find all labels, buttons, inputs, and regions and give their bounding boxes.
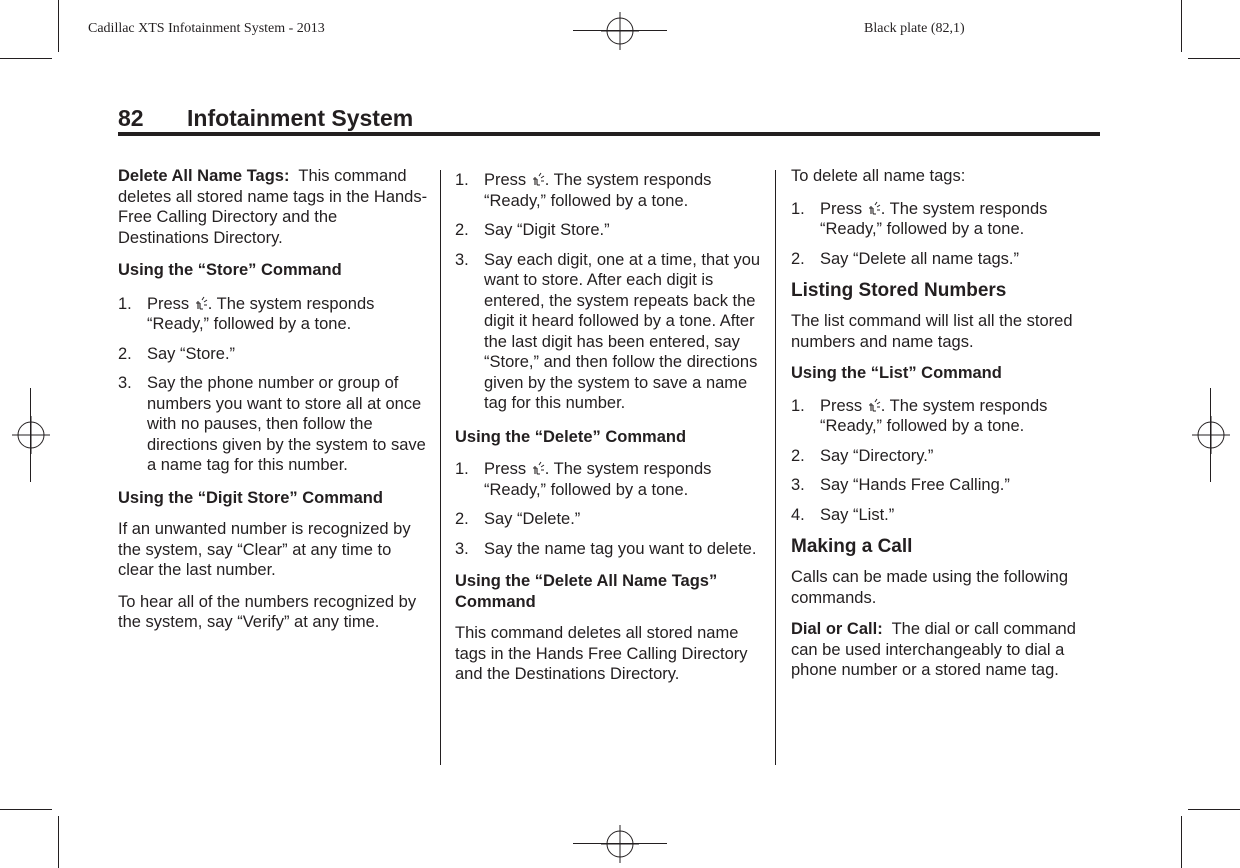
registration-target-icon [1192, 416, 1230, 454]
step-number: 1. [118, 294, 132, 313]
column-divider [775, 170, 776, 765]
step-text: Say “Store.” [147, 344, 236, 363]
crop-mark [1188, 58, 1240, 59]
step-text: Say “Digit Store.” [484, 221, 610, 239]
dial-text: The dial or call command can be used interchangeably to dial a phone number or a stored name tag. [791, 620, 1076, 679]
delete-all-text: This command deletes all stored name tags in the Hands-Free Calling Directory and the Destinations Directory. [118, 167, 428, 247]
list-item [455, 220, 763, 241]
column-1 [118, 166, 428, 633]
listing-heading: Listing Stored Numbers [791, 280, 1007, 301]
step-number: 3. [455, 250, 469, 269]
list-item [791, 446, 1101, 467]
step-text: Press [484, 171, 527, 189]
list-item [455, 170, 763, 211]
crop-mark [58, 816, 59, 868]
list-command-heading: Using the “List” Command [791, 364, 1002, 382]
page-number: 82 [118, 105, 144, 131]
crop-mark [0, 58, 52, 59]
list-item [791, 199, 1101, 240]
step-number: 3. [455, 539, 469, 558]
step-number: 3. [791, 476, 805, 494]
step-text: Say “Directory.” [820, 446, 934, 465]
delete-all-command-text: This command deletes all stored name tags in the Hands Free Calling Directory and the Destinations Directory. [455, 624, 748, 683]
page-heading [118, 104, 1100, 136]
delete-all-steps [791, 199, 1101, 270]
registration-target-icon [601, 12, 639, 50]
step-number: 2. [455, 221, 469, 239]
step-text: . The system responds “Ready,” followed by a tone. [820, 199, 1048, 238]
push-to-talk-icon [196, 296, 208, 310]
delete-all-paragraph [118, 166, 428, 248]
list-steps [791, 396, 1101, 526]
column-3 [791, 166, 1101, 681]
push-to-talk-icon [533, 172, 545, 186]
making-call-heading: Making a Call [791, 536, 913, 557]
step-text: Say each digit, one at a time, that you want to store. After each digit is entered, the system repeats back the digit it heard followed by a tone. After the last digit has been entered, say “Store,” and then follow the directions given by the system to save a name tag for this number. [484, 250, 761, 412]
step-text: . The system responds “Ready,” followed by a tone. [147, 294, 375, 333]
step-text: . The system responds “Ready,” followed by a tone. [820, 396, 1048, 435]
step-text: Press [147, 294, 190, 313]
list-item [791, 396, 1101, 437]
digit-store-heading: Using the “Digit Store” Command [118, 488, 383, 507]
step-number: 1. [455, 171, 469, 189]
making-call-text: Calls can be made using the following commands. [791, 568, 1068, 607]
crop-mark [1181, 816, 1182, 868]
list-item [455, 459, 763, 500]
digit-store-steps [455, 170, 763, 414]
crop-mark [0, 809, 52, 810]
listing-text: The list command will list all the stored numbers and name tags. [791, 312, 1073, 351]
dial-label: Dial or Call: [791, 620, 883, 638]
print-header-plate: Black plate (82,1) [864, 21, 965, 36]
crop-mark [58, 0, 59, 52]
step-text: Say “Delete all name tags.” [820, 249, 1020, 268]
delete-all-label: Delete All Name Tags: [118, 167, 290, 185]
list-item [791, 505, 1101, 526]
column-divider [440, 170, 441, 765]
push-to-talk-icon [869, 398, 881, 412]
print-header-title: Cadillac XTS Infotainment System - 2013 [88, 21, 325, 36]
section-title: Infotainment System [187, 105, 414, 131]
store-steps [118, 294, 428, 476]
delete-steps [455, 459, 763, 559]
step-number: 3. [118, 374, 132, 392]
list-item [455, 250, 763, 414]
delete-command-heading: Using the “Delete” Command [455, 427, 687, 446]
crop-mark [1181, 0, 1182, 52]
column-2 [455, 166, 763, 685]
step-text: Press [820, 199, 863, 218]
step-number: 2. [791, 446, 805, 465]
registration-target-icon [12, 416, 50, 454]
step-text: Say “Delete.” [484, 510, 581, 528]
step-number: 1. [455, 460, 469, 478]
dial-paragraph [791, 619, 1101, 681]
step-text: . The system responds “Ready,” followed by a tone. [484, 460, 712, 499]
step-number: 1. [791, 199, 805, 218]
step-text: Press [820, 396, 863, 415]
digit-store-paragraph-1: If an unwanted number is recognized by the system, say “Clear” at any time to clear the last number. [118, 520, 411, 579]
crop-mark [1188, 809, 1240, 810]
digit-store-paragraph-2: To hear all of the numbers recognized by the system, say “Verify” at any time. [118, 592, 417, 631]
push-to-talk-icon [869, 201, 881, 215]
registration-target-icon [601, 825, 639, 863]
list-item [118, 344, 428, 365]
step-number: 2. [118, 344, 132, 363]
step-number: 2. [791, 249, 805, 268]
list-item [118, 373, 428, 476]
store-command-heading: Using the “Store” Command [118, 261, 342, 279]
step-text: Say “Hands Free Calling.” [820, 476, 1010, 494]
delete-intro: To delete all name tags: [791, 167, 966, 185]
list-item [455, 509, 763, 530]
step-text: Say the phone number or group of numbers you want to store all at once with no pauses, then follow the directions given by the system to save a name tag for this number. [147, 374, 426, 474]
list-item [118, 294, 428, 335]
step-number: 2. [455, 510, 469, 528]
step-text: Say “List.” [820, 505, 895, 524]
list-item [791, 249, 1101, 270]
step-number: 4. [791, 505, 805, 524]
step-text: Say the name tag you want to delete. [484, 539, 757, 558]
list-item [455, 539, 763, 560]
list-item [791, 475, 1101, 496]
step-number: 1. [791, 396, 805, 415]
delete-all-command-heading: Using the “Delete All Name Tags” Command [455, 572, 718, 611]
push-to-talk-icon [533, 461, 545, 475]
step-text: . The system responds “Ready,” followed by a tone. [484, 171, 712, 210]
step-text: Press [484, 460, 527, 478]
